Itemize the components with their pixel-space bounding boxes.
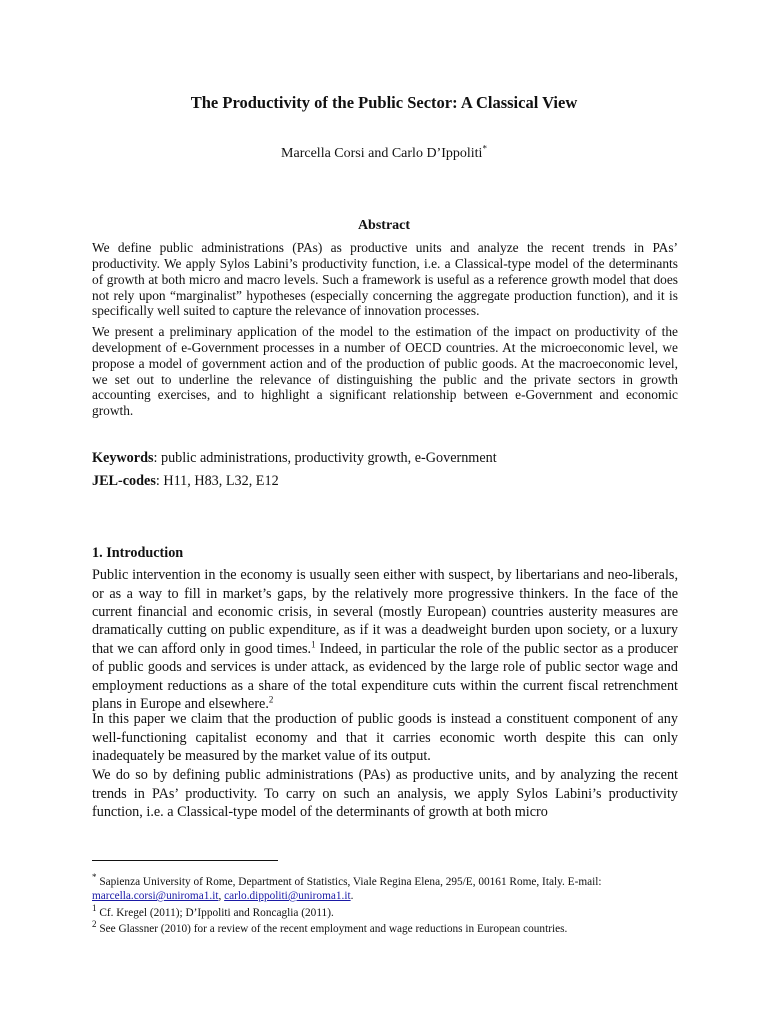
footnote-1-mark: 1 [92, 903, 97, 914]
email-link-dippoliti[interactable]: carlo.dippoliti@uniroma1.it [224, 890, 351, 902]
introduction-heading: 1. Introduction [92, 545, 184, 561]
keywords-value: : public administrations, productivity growth, e-Government [153, 450, 497, 466]
footnote-separator [92, 860, 278, 861]
abstract-paragraph-1: We define public administrations (PAs) as productive units and analyze the recent trends in PAs’ productivity. We apply Sylos Labini’s productivity function, i.e. a Classical-type model of the determinants of growth at both micro and macro levels. Such a framework is useful as a reference growth model that does not rely upon “marginalist” hypotheses (especially concerning the aggregate production function), and it is specifically well suited to capture the relevance of innovation processes. [92, 240, 678, 319]
intro-paragraph-1-text-a: Public intervention in the economy is usually seen either with suspect, by libertarians and neo-liberals, or as a way to fill in market’s gaps, by the relatively more progressive thinkers. In the face of the current financial and economic crisis, in several (mostly European) countries austerity measures are dramatically cutting on public expenditure, as if it was a deadweight burden upon society, or a luxury that we can afford only in good times. [92, 567, 678, 657]
footnote-2 [92, 919, 682, 936]
authors-names: Marcella Corsi and Carlo D’Ippoliti [281, 146, 483, 161]
jel-codes-line [92, 473, 279, 490]
jel-codes-label: JEL-codes [92, 473, 156, 489]
paper-title: The Productivity of the Public Sector: A Classical View [190, 93, 578, 112]
intro-paragraph-3: We do so by defining public administrations (PAs) as productive units, and by analyzing the recent trends in PAs’ productivity. To carry on such an analysis, we apply Sylos Labini’s productivity function, i.e. a Classical-type model of the determinants of growth at both micro [92, 767, 678, 820]
jel-codes-value: : H11, H83, L32, E12 [155, 473, 279, 489]
abstract-paragraph-2: We present a preliminary application of the model to the estimation of the impact on productivity of the development of e-Government processes in a number of OECD countries. At the microeconomic level, we propose a model of government action and of the production of public goods. At the macroeconomic level, we set out to underline the relevance of distinguishing the public and the private sectors in growth accounting exercises, and to highlight a significant relationship between e-Government and economic growth. [92, 324, 678, 418]
email-link-corsi[interactable]: marcella.corsi@uniroma1.it [92, 890, 219, 902]
footnote-star-mark: * [92, 872, 97, 883]
abstract-heading: Abstract [357, 218, 411, 233]
footnote-star-text: Sapienza University of Rome, Department of Statistics, Viale Regina Elena, 295/E, 00161 Rome, Italy. E-mail: [96, 876, 602, 888]
intro-paragraph-1-text-b: Indeed, in particular the role of the public sector as a producer of public goods and services is under attack, as evidenced by the large role of public sector wage and employment reductions as a share of the total expenditure cuts within the current fiscal retrenchment plans in Europe and elsewhere. [92, 640, 678, 713]
email-separator: , [218, 890, 225, 902]
intro-paragraph-2: In this paper we claim that the production of public goods is instead a constituent component of any well-functioning capitalist economy and that it carries economic worth despite this can only inadequately be measured by the market value of its output. [92, 711, 678, 764]
footnote-author-affiliation [92, 872, 682, 903]
paper-authors [0, 143, 768, 162]
author-footnote-mark: * [482, 143, 487, 154]
footnote-ref-1: 1 [311, 639, 316, 650]
footnote-ref-2: 2 [268, 694, 274, 705]
footnote-1 [92, 903, 682, 920]
footnote-2-mark: 2 [92, 919, 97, 930]
intro-paragraph-1 [92, 566, 678, 713]
keywords-line [92, 450, 497, 467]
keywords-label: Keywords [92, 450, 154, 466]
footnote-end-period: . [350, 890, 354, 902]
footnote-1-text: Cf. Kregel (2011); D’Ippoliti and Roncaglia (2011). [96, 907, 334, 919]
footnote-2-text: See Glassner (2010) for a review of the recent employment and wage reductions in European countries. [96, 923, 568, 935]
